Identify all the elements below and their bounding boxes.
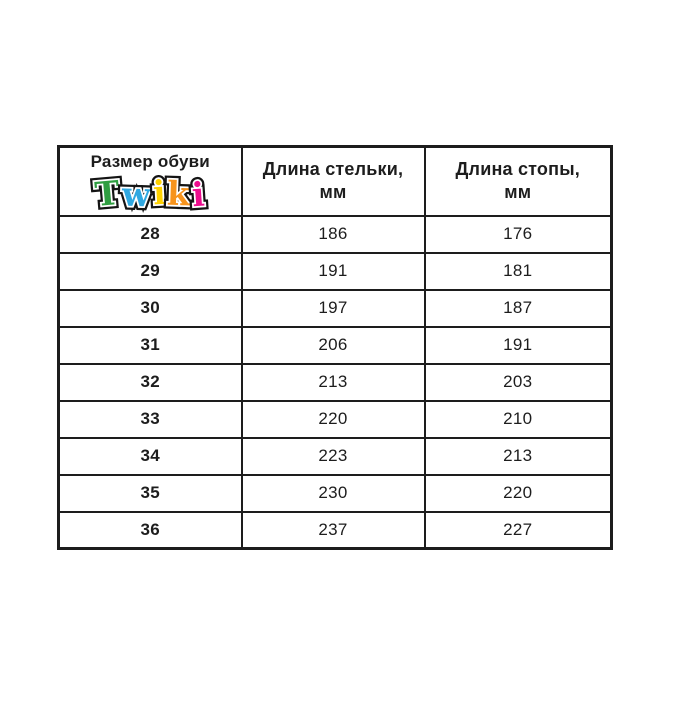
insole-cell: 220 [242,401,425,438]
size-cell: 35 [59,475,242,512]
table-row [59,327,612,364]
table-row [59,253,612,290]
header-insole-cell [242,147,425,216]
header-insole-line1: Длина стельки, [262,158,404,179]
logo-letter-1: T T T [93,174,123,214]
insole-cell: 197 [242,290,425,327]
foot-cell: 213 [425,438,612,475]
size-cell: 31 [59,327,242,364]
size-cell: 36 [59,512,242,549]
logo-letter-2: w w w [120,176,152,215]
logo-letter-5: i i i [190,176,207,215]
foot-cell: 191 [425,327,612,364]
foot-cell: 176 [425,216,612,253]
header-size-label: Размер обуви [90,152,210,172]
table-row [59,438,612,475]
size-cell: 29 [59,253,242,290]
header-foot-line1: Длина стопы, [455,158,580,179]
foot-cell: 203 [425,364,612,401]
insole-cell: 230 [242,475,425,512]
table-row [59,364,612,401]
header-foot-line2: мм [504,182,532,203]
size-cell: 28 [59,216,242,253]
logo-letter-3: i i i [151,174,168,213]
size-cell: 32 [59,364,242,401]
size-cell: 34 [59,438,242,475]
table-header-row [59,147,612,216]
foot-cell: 181 [425,253,612,290]
table-row [59,216,612,253]
size-table [57,145,613,550]
insole-cell: 206 [242,327,425,364]
size-cell: 33 [59,401,242,438]
foot-cell: 227 [425,512,612,549]
foot-cell: 210 [425,401,612,438]
insole-cell: 223 [242,438,425,475]
size-cell: 30 [59,290,242,327]
table-row [59,475,612,512]
header-foot-cell [425,147,612,216]
table-row [59,290,612,327]
insole-cell: 191 [242,253,425,290]
table-row [59,401,612,438]
logo-letter-4: k k k [166,175,192,214]
foot-cell: 187 [425,290,612,327]
insole-cell: 237 [242,512,425,549]
insole-cell: 213 [242,364,425,401]
header-insole-line2: мм [319,182,347,203]
insole-cell: 186 [242,216,425,253]
table-row [59,512,612,549]
twiki-logo [60,169,241,213]
foot-cell: 220 [425,475,612,512]
header-size-cell [59,147,242,216]
